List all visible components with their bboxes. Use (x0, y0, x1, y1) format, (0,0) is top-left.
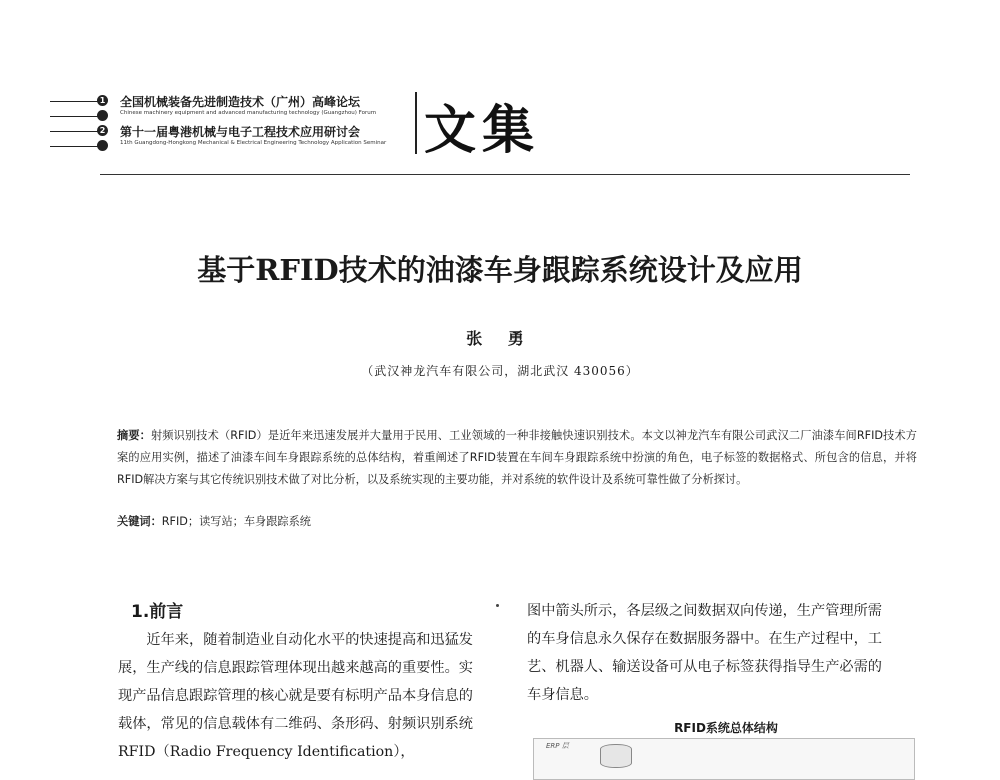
forum-line-1-en (50, 109, 410, 124)
left-column-text: 近年来，随着制造业自动化水平的快速提高和迅猛发展，生产线的信息跟踪管理体现出越来越高的重要性。实现产品信息跟踪管理的核心就是要有标明产品本身信息的载体，常见的信息载体有二维码、条形码、射频识别系统RFID（Radio Frequency Identification）， (118, 632, 473, 759)
column-mark (496, 604, 499, 607)
affiliation: （武汉神龙汽车有限公司，湖北武汉 430056） (361, 364, 639, 378)
circle-marker-icon (97, 110, 108, 121)
header-rule (50, 131, 98, 132)
circle-marker-icon (97, 140, 108, 151)
forum-line-2 (50, 124, 410, 139)
figure-frame (533, 738, 915, 780)
abstract (117, 425, 917, 491)
header-divider (415, 92, 417, 154)
collection-title: 文集 (424, 100, 541, 161)
right-column-text: 图中箭头所示，各层级之间数据双向传递，生产管理所需的车身信息永久保存在数据服务器中。在生产过程中，工艺、机器人、输送设备可从电子标签获得指导生产必需的车身信息。 (527, 603, 882, 703)
header-rule (50, 146, 98, 147)
header-rule (50, 101, 98, 102)
number-badge: 1 (97, 95, 108, 106)
forum-line-1 (50, 94, 410, 109)
abstract-label: 摘要： (117, 429, 151, 442)
abstract-text: 射频识别技术（RFID）是近年来迅速发展并大量用于民用、工业领域的一种非接触快速识别技术。本文以神龙汽车有限公司武汉二厂油漆车间RFID技术方案的应用实例，描述了油漆车间车身跟踪系统的总体结构，着重阐述了RFID装置在车间车身跟踪系统中扮演的角色，电子标签的数据格式、所包含的信息，并将RFID解决方案与其它传统识别技术做了对比分析，以及系统实现的主要功能，并对系统的软件设计及系统可靠性做了分析探讨。 (117, 429, 917, 486)
paper-title: 基于RFID技术的油漆车身跟踪系统设计及应用 (197, 253, 803, 287)
section-heading: 1.前言 (131, 602, 184, 622)
forum-title-en: 11th Guangdong-Hongkong Mechanical & Electrical Engineering Technology Application Seminar (120, 140, 387, 146)
forum-title-zh: 全国机械装备先进制造技术（广州）高峰论坛 (120, 95, 361, 109)
figure-title: RFID系统总体结构 (674, 721, 778, 735)
forum-title-zh: 第十一届粤港机械与电子工程技术应用研讨会 (120, 125, 361, 139)
keywords-label: 关键词： (117, 515, 162, 528)
author-name: 张 勇 (466, 329, 534, 348)
figure-layer-label: ERP 层 (546, 742, 569, 750)
database-icon (600, 744, 632, 768)
keywords (117, 513, 311, 529)
header-rule (50, 116, 98, 117)
forum-title-en: Chinese machinery equipment and advanced manufacturing technology (Guangzhou) Forum (120, 110, 377, 116)
header-rule-line (100, 174, 910, 175)
number-badge: 2 (97, 125, 108, 136)
forum-line-2-en (50, 139, 410, 154)
keywords-text: RFID；读写站；车身跟踪系统 (161, 515, 311, 528)
